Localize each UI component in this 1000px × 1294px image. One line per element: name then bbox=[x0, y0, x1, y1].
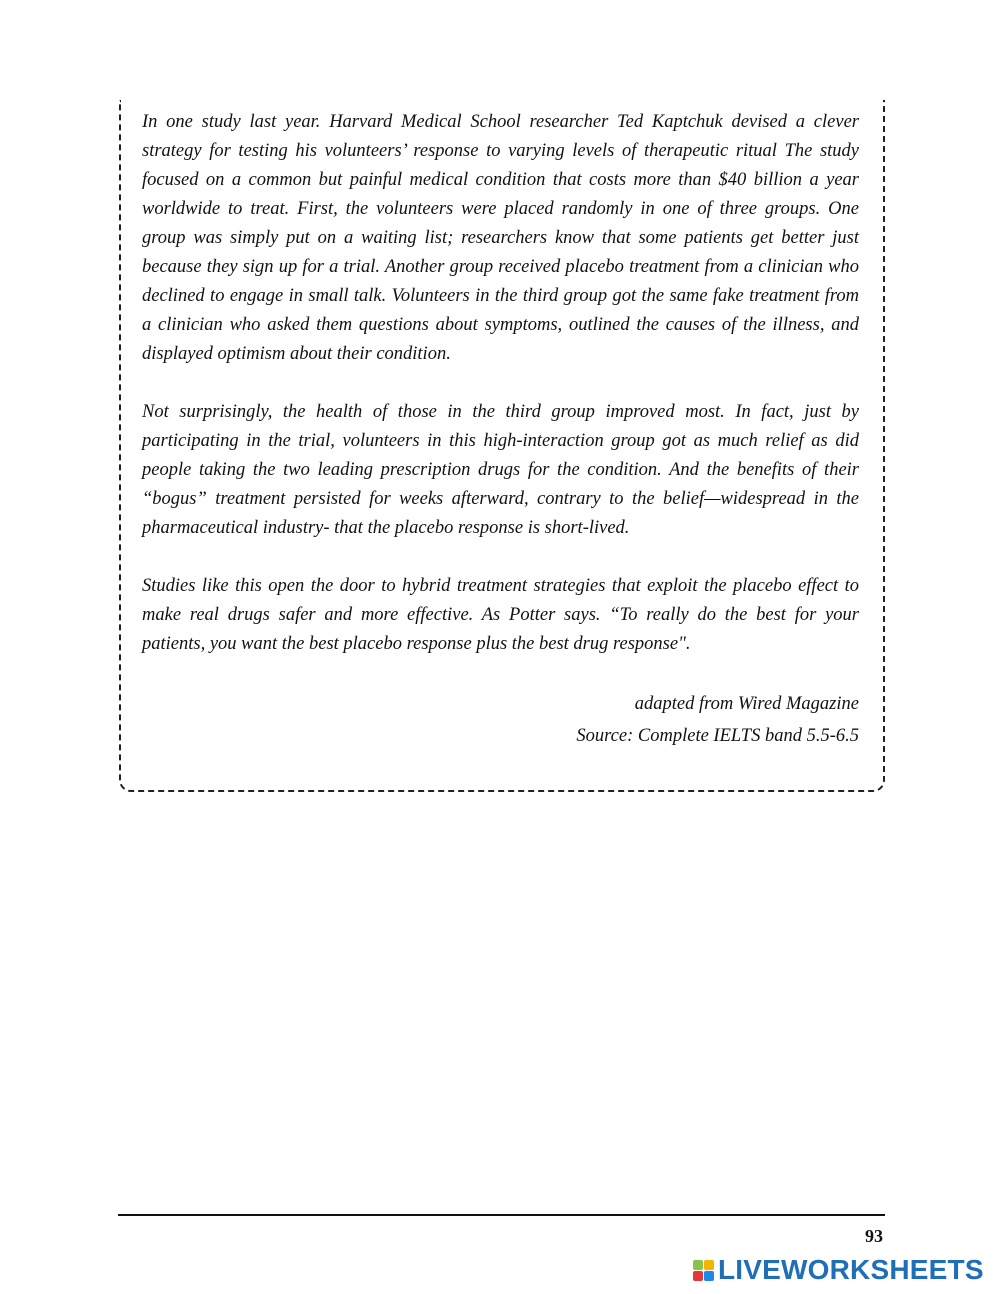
credit-source: Source: Complete IELTS band 5.5-6.5 bbox=[576, 726, 859, 746]
liveworksheets-logo-icon bbox=[693, 1260, 714, 1281]
passage-paragraph-3: Studies like this open the door to hybrid treatment strategies that exploit the placebo effect to make real drugs safer and more effective. As Potter says. “To really do the best for your patients, you want the best placebo response plus the best drug response". bbox=[142, 576, 859, 654]
brand-name: LIVEWORKSHEETS bbox=[718, 1254, 984, 1285]
footer-divider bbox=[118, 1214, 885, 1216]
logo-tile bbox=[693, 1260, 703, 1270]
logo-tile bbox=[704, 1271, 714, 1281]
reading-passage-box bbox=[119, 100, 885, 792]
passage-credits bbox=[142, 688, 859, 752]
logo-tile bbox=[704, 1260, 714, 1270]
passage-paragraph-1: In one study last year. Harvard Medical School researcher Ted Kaptchuk devised a clever strategy for testing his volunteers’ response to varying levels of therapeutic ritual The study focused on a common but painful medical condition that costs more than $40 billion a year worldwide to treat. First, the volunteers were placed randomly in one of three groups. One group was simply put on a waiting list; researchers know that some patients get better just because they sign up for a trial. Another group received placebo treatment from a clinician who declined to engage in small talk. Volunteers in the third group got the same fake treatment from a clinician who asked them questions about symptoms, outlined the causes of the illness, and displayed optimism about their condition. bbox=[142, 112, 859, 364]
credit-adapted-from: adapted from Wired Magazine bbox=[634, 694, 859, 714]
liveworksheets-brand bbox=[693, 1254, 984, 1286]
passage-paragraph-2: Not surprisingly, the health of those in the third group improved most. In fact, just by participating in the trial, volunteers in this high-interaction group got as much relief as did people taking the two leading prescription drugs for the condition. And the benefits of their “bogus” treatment persisted for weeks afterward, contrary to the belief—widespread in the pharmaceutical industry- that the placebo response is short-lived. bbox=[142, 402, 859, 538]
page-number: 93 bbox=[865, 1226, 883, 1246]
logo-tile bbox=[693, 1271, 703, 1281]
